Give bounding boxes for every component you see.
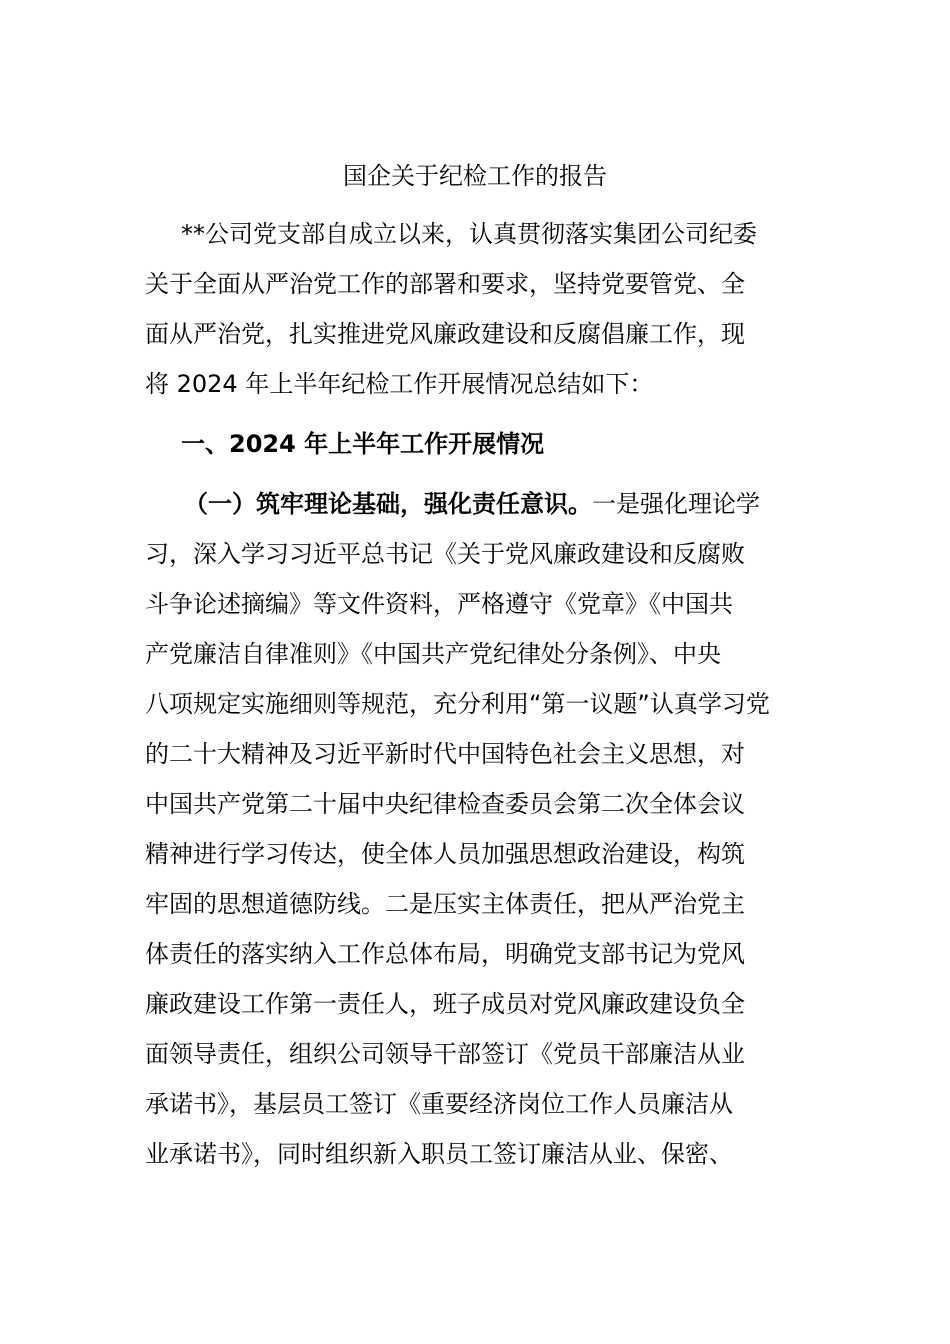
intro-line-1: **公司党支部自成立以来，认真贯彻落实集团公司纪委 bbox=[181, 220, 757, 248]
body-line: 廉政建设工作第一责任人，班子成员对党风廉政建设负全 bbox=[145, 990, 745, 1018]
body-line: 斗争论述摘编》等文件资料，严格遵守《党章》《中国共 bbox=[145, 590, 733, 618]
body-line: 体责任的落实纳入工作总体布局，明确党支部书记为党风 bbox=[145, 940, 745, 968]
document-title: 国企关于纪检工作的报告 bbox=[343, 162, 607, 190]
body-line: 的二十大精神及习近平新时代中国特色社会主义思想，对 bbox=[145, 740, 745, 768]
intro-line-2: 关于全面从严治党工作的部署和要求，坚持党要管党、全 bbox=[145, 270, 745, 298]
body-line: 习，深入学习习近平总书记《关于党风廉政建设和反腐败 bbox=[145, 540, 745, 568]
body-line: 承诺书》，基层员工签订《重要经济岗位工作人员廉洁从 bbox=[145, 1090, 733, 1118]
subsection-heading: （一）筑牢理论基础，强化责任意识。 bbox=[184, 490, 592, 518]
subsection-first-line bbox=[184, 484, 760, 524]
body-line: 业承诺书》，同时组织新入职员工签订廉洁从业、保密、 bbox=[145, 1140, 733, 1168]
body-line: 产党廉洁自律准则》《中国共产党纪律处分条例》、中央 bbox=[145, 640, 721, 668]
section-heading: 一、2024 年上半年工作开展情况 bbox=[181, 430, 545, 458]
subsection-lead-text: 一是强化理论学 bbox=[592, 490, 760, 518]
body-line: 八项规定实施细则等规范，充分利用“第一议题”认真学习党 bbox=[145, 690, 770, 718]
intro-line-4: 将 2024 年上半年纪检工作开展情况总结如下： bbox=[145, 370, 654, 398]
body-line: 面领导责任，组织公司领导干部签订《党员干部廉洁从业 bbox=[145, 1040, 745, 1068]
body-line: 中国共产党第二十届中央纪律检查委员会第二次全体会议 bbox=[145, 790, 745, 818]
body-line: 精神进行学习传达，使全体人员加强思想政治建设，构筑 bbox=[145, 840, 745, 868]
intro-line-3: 面从严治党，扎实推进党风廉政建设和反腐倡廉工作，现 bbox=[145, 320, 745, 348]
body-line: 牢固的思想道德防线。二是压实主体责任，把从严治党主 bbox=[145, 890, 745, 918]
